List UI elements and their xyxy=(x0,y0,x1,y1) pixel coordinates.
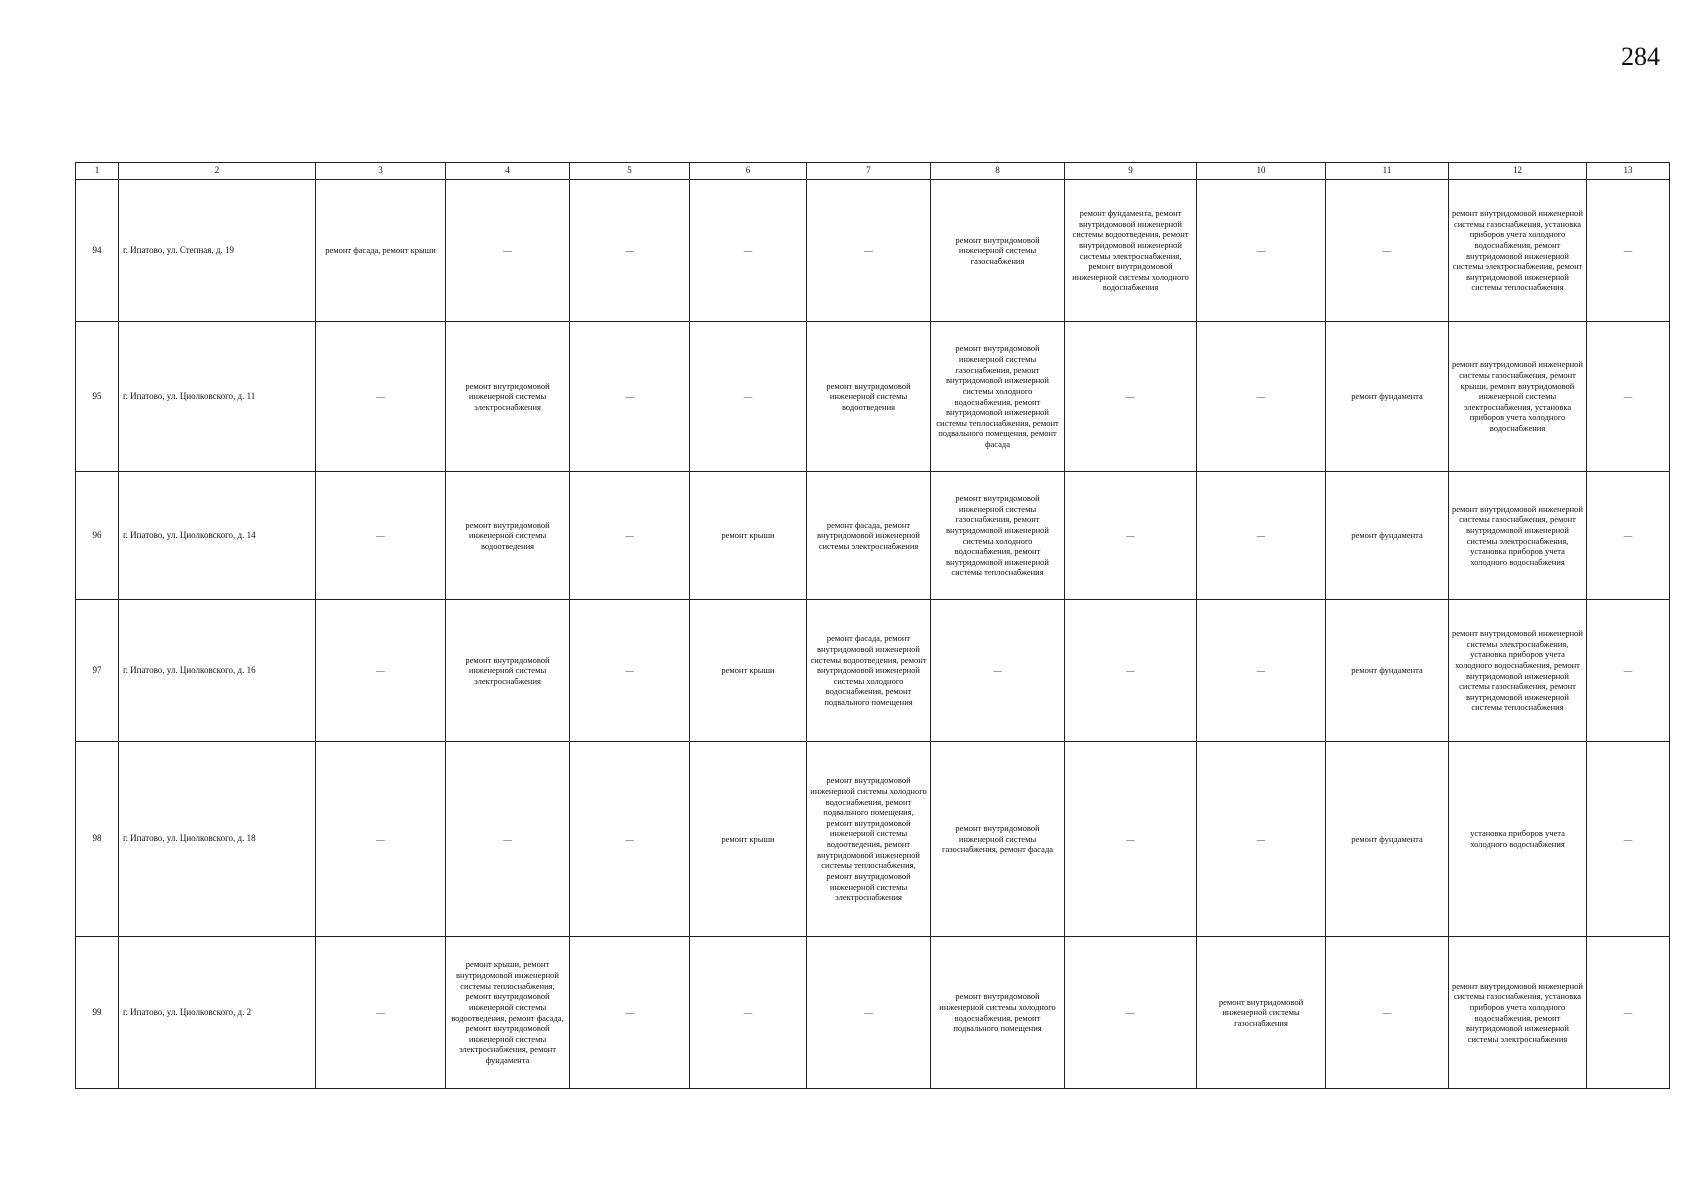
table-cell: — xyxy=(570,937,690,1089)
column-number: 9 xyxy=(1065,163,1197,180)
table-cell: — xyxy=(1587,600,1670,742)
table-cell: — xyxy=(1197,180,1326,322)
table-cell: — xyxy=(316,472,446,600)
table-cell: ремонт внутридомовой инженерной системы газоснабжения, ремонт крыши, ремонт внутридомовой инженерной системы электроснабжения, установка приборов учета холодного водоснабжения xyxy=(1449,322,1587,472)
address-cell: г. Ипатово, ул. Циолковского, д. 16 xyxy=(119,600,316,742)
address-cell: г. Ипатово, ул. Циолковского, д. 2 xyxy=(119,937,316,1089)
table-cell: — xyxy=(1326,180,1449,322)
column-number-row xyxy=(76,163,1670,180)
table-cell: ремонт фундамента xyxy=(1326,472,1449,600)
table-cell: ремонт фасада, ремонт внутридомовой инженерной системы водоотведения, ремонт внутридомовой инженерной системы холодного водоснабжения, ремонт подвального помещения xyxy=(807,600,931,742)
table-cell: — xyxy=(570,322,690,472)
table-cell: — xyxy=(1065,937,1197,1089)
row-number: 99 xyxy=(76,937,119,1089)
table-cell: ремонт внутридомовой инженерной системы водоотведения xyxy=(807,322,931,472)
table-cell: ремонт внутридомовой инженерной системы электроснабжения xyxy=(446,600,570,742)
column-number: 10 xyxy=(1197,163,1326,180)
column-number: 4 xyxy=(446,163,570,180)
table-cell: ремонт внутридомовой инженерной системы газоснабжения, установка приборов учета холодного водоснабжения, ремонт внутридомовой инженерной системы электроснабжения xyxy=(1449,937,1587,1089)
table-cell: — xyxy=(316,742,446,937)
table-cell: ремонт фундамента xyxy=(1326,600,1449,742)
table-cell: — xyxy=(570,472,690,600)
column-number: 7 xyxy=(807,163,931,180)
table-cell: — xyxy=(570,742,690,937)
table-row xyxy=(76,322,1670,472)
table-cell: — xyxy=(1587,322,1670,472)
table-cell: — xyxy=(1065,600,1197,742)
table-cell: — xyxy=(1197,472,1326,600)
column-number: 5 xyxy=(570,163,690,180)
column-number: 6 xyxy=(690,163,807,180)
address-cell: г. Ипатово, ул. Циолковского, д. 11 xyxy=(119,322,316,472)
table-cell: — xyxy=(316,600,446,742)
table-cell: ремонт внутридомовой инженерной системы холодного водоснабжения, ремонт подвального помещения, ремонт внутридомовой инженерной системы водоотведения, ремонт внутридомовой инженерной системы теплоснабжения, ремонт внутридомовой инженерной системы электроснабжения xyxy=(807,742,931,937)
table-cell: — xyxy=(690,322,807,472)
column-number: 12 xyxy=(1449,163,1587,180)
table-cell: ремонт фасада, ремонт внутридомовой инженерной системы электроснабжения xyxy=(807,472,931,600)
table-cell: — xyxy=(446,742,570,937)
address-cell: г. Ипатово, ул. Степная, д. 19 xyxy=(119,180,316,322)
table-cell: — xyxy=(807,180,931,322)
address-cell: г. Ипатово, ул. Циолковского, д. 14 xyxy=(119,472,316,600)
table-cell: ремонт крыши xyxy=(690,600,807,742)
row-number: 98 xyxy=(76,742,119,937)
table-cell: — xyxy=(931,600,1065,742)
row-number: 95 xyxy=(76,322,119,472)
table-cell: — xyxy=(316,937,446,1089)
table-cell: ремонт фундамента, ремонт внутридомовой инженерной системы водоотведения, ремонт внутридомовой инженерной системы электроснабжения, ремонт внутридомовой инженерной системы холодного водоснабжения xyxy=(1065,180,1197,322)
row-number: 96 xyxy=(76,472,119,600)
column-number: 8 xyxy=(931,163,1065,180)
page-number: 284 xyxy=(1621,42,1660,71)
table-cell: ремонт внутридомовой инженерной системы газоснабжения, ремонт внутридомовой инженерной системы электроснабжения, установка приборов учета холодного водоснабжения xyxy=(1449,472,1587,600)
table-cell: ремонт внутридомовой инженерной системы газоснабжения, ремонт внутридомовой инженерной системы холодного водоснабжения, ремонт внутридомовой инженерной системы теплоснабжения, ремонт подвального помещения, ремонт фасада xyxy=(931,322,1065,472)
column-number: 3 xyxy=(316,163,446,180)
table-cell: — xyxy=(1197,742,1326,937)
table-cell: ремонт крыши, ремонт внутридомовой инженерной системы теплоснабжения, ремонт внутридомовой инженерной системы водоотведения, ремонт фасада, ремонт внутридомовой инженерной системы электроснабжения, ремонт фундамента xyxy=(446,937,570,1089)
table-cell: — xyxy=(1065,322,1197,472)
row-number: 94 xyxy=(76,180,119,322)
table-cell: ремонт внутридомовой инженерной системы газоснабжения, ремонт фасада xyxy=(931,742,1065,937)
repair-plan-table xyxy=(75,162,1670,1089)
table-cell: — xyxy=(316,322,446,472)
address-cell: г. Ипатово, ул. Циолковского, д. 18 xyxy=(119,742,316,937)
table-cell: — xyxy=(1197,600,1326,742)
column-number: 11 xyxy=(1326,163,1449,180)
table-cell: ремонт внутридомовой инженерной системы холодного водоснабжения, ремонт подвального помещения xyxy=(931,937,1065,1089)
table-row xyxy=(76,600,1670,742)
table-cell: ремонт фасада, ремонт крыши xyxy=(316,180,446,322)
table-cell: — xyxy=(1587,937,1670,1089)
row-number: 97 xyxy=(76,600,119,742)
table-cell: — xyxy=(1587,472,1670,600)
table-cell: — xyxy=(1065,742,1197,937)
column-number: 2 xyxy=(119,163,316,180)
table-row xyxy=(76,180,1670,322)
table-cell: ремонт внутридомовой инженерной системы газоснабжения xyxy=(1197,937,1326,1089)
table-cell: ремонт внутридомовой инженерной системы газоснабжения, установка приборов учета холодного водоснабжения, ремонт внутридомовой инженерной системы электроснабжения, ремонт внутридомовой инженерной системы теплоснабжения xyxy=(1449,180,1587,322)
column-number: 13 xyxy=(1587,163,1670,180)
table-cell: ремонт фундамента xyxy=(1326,742,1449,937)
table-cell: ремонт фундамента xyxy=(1326,322,1449,472)
table-row xyxy=(76,472,1670,600)
table-cell: — xyxy=(1326,937,1449,1089)
table-cell: — xyxy=(446,180,570,322)
table-cell: ремонт внутридомовой инженерной системы водоотведения xyxy=(446,472,570,600)
table-cell: — xyxy=(1197,322,1326,472)
table-cell: ремонт внутридомовой инженерной системы газоснабжения xyxy=(931,180,1065,322)
table-cell: — xyxy=(807,937,931,1089)
table-cell: ремонт внутридомовой инженерной системы электроснабжения, установка приборов учета холодного водоснабжения, ремонт внутридомовой инженерной системы газоснабжения, ремонт внутридомовой инженерной системы теплоснабжения xyxy=(1449,600,1587,742)
table-cell: установка приборов учета холодного водоснабжения xyxy=(1449,742,1587,937)
table-cell: ремонт внутридомовой инженерной системы газоснабжения, ремонт внутридомовой инженерной системы холодного водоснабжения, ремонт внутридомовой инженерной системы теплоснабжения xyxy=(931,472,1065,600)
table-cell: — xyxy=(570,180,690,322)
column-number: 1 xyxy=(76,163,119,180)
table-cell: ремонт внутридомовой инженерной системы электроснабжения xyxy=(446,322,570,472)
table-row xyxy=(76,742,1670,937)
table-cell: — xyxy=(1587,742,1670,937)
table-cell: — xyxy=(1065,472,1197,600)
table-cell: ремонт крыши xyxy=(690,742,807,937)
table-cell: — xyxy=(690,180,807,322)
table-cell: — xyxy=(690,937,807,1089)
table-row xyxy=(76,937,1670,1089)
table-cell: — xyxy=(1587,180,1670,322)
table-cell: ремонт крыши xyxy=(690,472,807,600)
table-cell: — xyxy=(570,600,690,742)
